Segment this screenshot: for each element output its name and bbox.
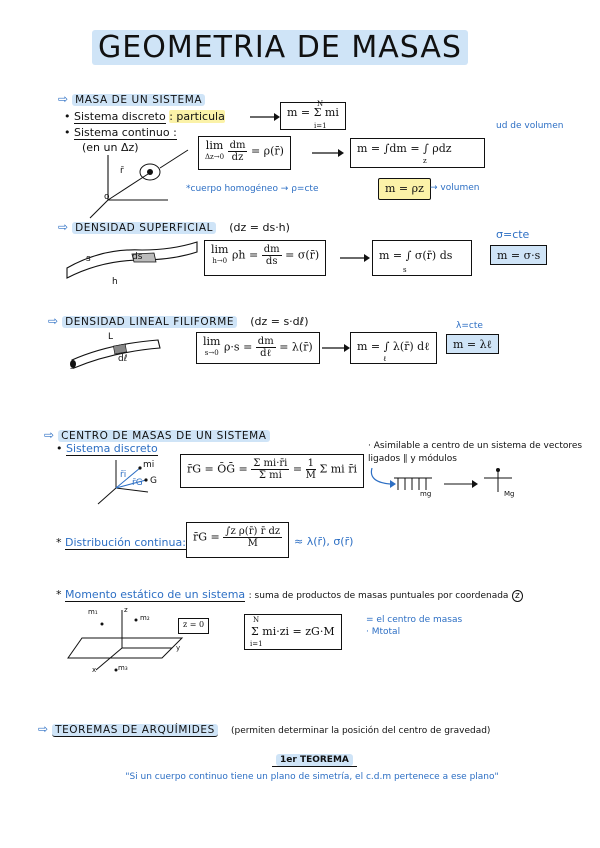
cm-continua-line: * Distribución continua: (56, 536, 186, 549)
section-teoremas-heading: ⇨ TEOREMAS DE ARQUÍMIDES (permiten determinar la posición del centro de gravedad) (38, 722, 491, 736)
continuo-line: • Sistema continuo : (64, 126, 177, 139)
formula-masa-discreta: m = Σ mi N i=1 (280, 102, 346, 130)
label-ds: ds (132, 252, 143, 262)
arrow-right-icon: ⇨ (58, 220, 69, 234)
plane-z0-box: z = 0 (178, 618, 209, 634)
nota-centro: = el centro de masas · Mtotal (366, 615, 463, 637)
arrow-right-icon (312, 148, 344, 158)
theorem-label: 1er TEOREMA (272, 754, 357, 767)
label-s-lin: s (70, 362, 75, 372)
formula-cm-discreto: r̄G = ŌḠ = $\frac{\text{Σ mi·r̄i}}{\text{Σ mi}}$ = $\frac{1}{M}$ Σ mi r̄i (180, 454, 364, 488)
label-s: s (86, 254, 91, 264)
label-l: L (108, 332, 114, 342)
section-centro-heading: ⇨ CENTRO DE MASAS DE UN SISTEMA (44, 424, 270, 443)
section-title: MASA DE UN SISTEMA (72, 94, 205, 106)
label-h: h (112, 277, 118, 287)
formula-lim-lin: lim s→0 ρ·s = $\frac{dm}{\text{dℓ}}$ = λ(r̄) (196, 332, 320, 364)
label-rg: r̄G (132, 478, 143, 488)
label-m3: m₃ (118, 664, 128, 672)
rvec-label: r̄ (120, 166, 124, 176)
asimilable-note: · Asimilable a centro de un sistema de vectores ligados ∥ y módulos (368, 441, 583, 464)
formula-lim-densidad: lim Δz→0 $\frac{dm}{dz}$ = ρ(r̄) (198, 136, 291, 170)
label-dl: dℓ (118, 354, 128, 364)
arrow-right-icon: ⇨ (58, 92, 69, 106)
lambda-cte: λ=cte (456, 321, 483, 331)
surface-diagram (62, 240, 202, 290)
axis-y-label: y (176, 644, 181, 652)
formula-momento: Σ mi·zi = zG·M N i=1 (244, 614, 342, 650)
arrow-right-icon: ⇨ (38, 722, 49, 736)
sigma-cte: σ=cte (496, 228, 530, 241)
section-densidad-lin-heading: ⇨ DENSIDAD LINEAL FILIFORME (dz = s·dℓ) (48, 314, 309, 328)
arrow-right-icon (250, 112, 280, 122)
label-mi: mi (143, 460, 155, 470)
vectors-diagram (392, 470, 542, 500)
label-m1: m₁ (88, 608, 98, 616)
label-m2: m₂ (140, 614, 150, 622)
arrow-right-icon (322, 343, 350, 353)
formula-integral-masa: m = ∫dm = ∫ ρdz z (350, 138, 485, 168)
ud-volumen-note: ud de volumen (496, 121, 564, 131)
theorem-text: "Si un cuerpo continuo tiene un plano de simetría, el c.d.m pertenece a ese plano" (125, 772, 499, 782)
formula-integral-lin: m = ∫ λ(r̄) dℓ ℓ (350, 332, 437, 364)
arrow-right-icon: ⇨ (48, 314, 59, 328)
cm-discreto-line: • Sistema discreto (56, 442, 158, 455)
formula-lim-sup: lim h→0 ρh = $\frac{dm}{ds}$ = σ(r̄) (204, 240, 326, 276)
label-Mg: Mg (504, 490, 515, 498)
formula-integral-sup: m = ∫ σ(r̄) ds s (372, 240, 472, 276)
formula-homogeneo: m = ρz (378, 178, 431, 200)
approx-note: ≈ λ(r̄), σ(r̄) (294, 535, 354, 548)
volumen-note: → volumen (430, 183, 480, 193)
section-densidad-sup-heading: ⇨ DENSIDAD SUPERFICIAL (dz = ds·h) (58, 220, 290, 234)
momento-line: * Momento estático de un sistema : suma de productos de masas puntuales por coordenada z (56, 588, 596, 601)
label-mg: mg (420, 490, 432, 498)
continuo-sub: (en un Δz) (82, 141, 139, 154)
label-g: G (150, 476, 157, 486)
page-title: GEOMETRIA DE MASAS (92, 30, 468, 65)
origin-label: o (104, 192, 110, 202)
axis-x-label: x (92, 666, 97, 674)
homogeneo-note: *cuerpo homogéneo → ρ=cte (186, 184, 319, 194)
formula-cm-continua: r̄G = $\frac{\text{∫z ρ(r̄) r̄ dz}}{M}$ (186, 522, 289, 558)
label-ri: r̄i (120, 470, 127, 480)
arrow-right-icon: ⇨ (44, 428, 55, 442)
arrow-right-icon (340, 253, 370, 263)
discreto-line: • Sistema discreto : particula (64, 110, 225, 123)
formula-lambda-l: m = λℓ (446, 334, 499, 354)
axis-z-label: z (124, 606, 128, 614)
formula-sigma-s: m = σ·s (490, 245, 547, 265)
section-masa-heading (58, 88, 205, 107)
